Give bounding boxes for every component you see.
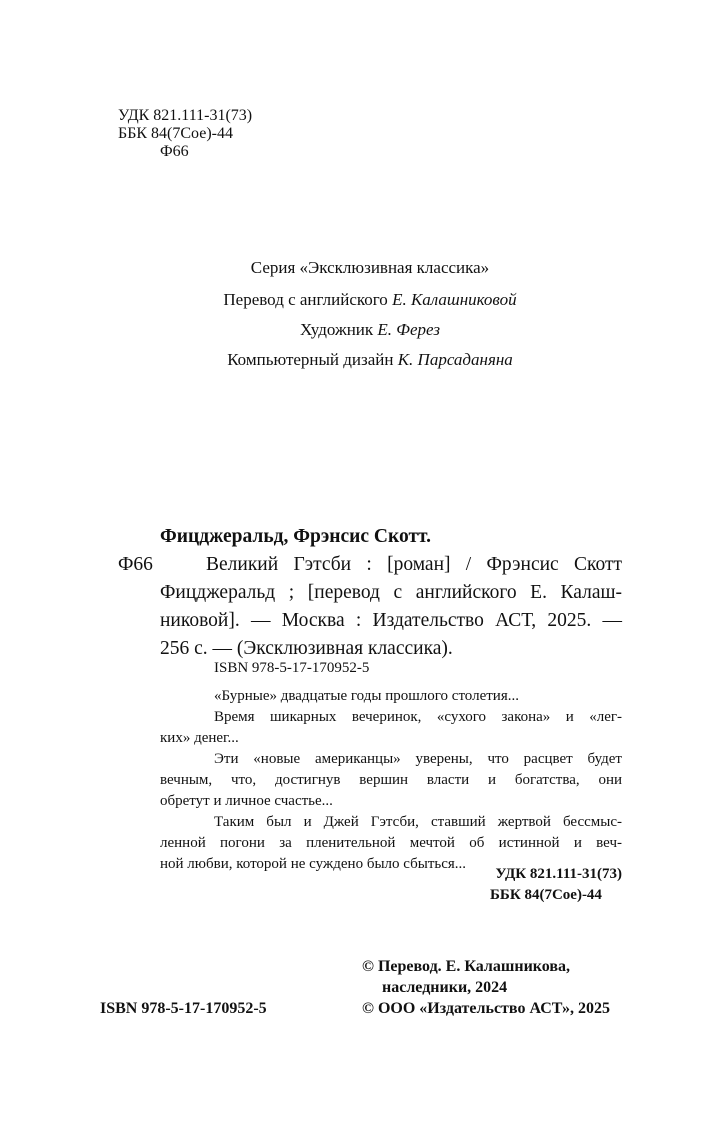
designer-name: К. Парсаданяна [397,350,513,369]
copyright-translation: © Перевод. Е. Калашникова, [362,958,571,975]
series-line: Серия «Эксклюзивная классика» [250,258,490,277]
author-mark: Ф66 [160,143,189,160]
catalog-isbn: ISBN 978-5-17-170952-5 [214,660,370,676]
udk-code: УДК 821.111-31(73) [118,107,253,124]
copyright-publisher: © ООО «Издательство АСТ», 2025 [362,1000,611,1017]
annotation-line: Эти «новые американцы» уверены, что расцвет будет [214,751,622,767]
artist-line [0,320,709,340]
annotation-line: обретут и личное счастье... [160,793,333,809]
artist-label: Художник [300,320,378,339]
artist-name: Е. Ферез [377,320,440,339]
catalog-line: никовой]. — Москва : Издательство АСТ, 2025. — [160,610,622,631]
catalog-author-mark: Ф66 [118,554,153,575]
isbn-bold: ISBN 978-5-17-170952-5 [100,1000,267,1017]
annotation-line: Время шикарных вечеринок, «сухого закона» и «лег- [214,709,622,725]
udk-code-bold: УДК 821.111-31(73) [495,866,622,882]
translator-name: Е. Калашниковой [392,290,517,309]
copyright-heirs: наследники, 2024 [382,979,508,996]
bbk-code: ББК 84(7Сое)-44 [118,125,233,142]
catalog-line: Великий Гэтсби : [роман] / Фрэнсис Скотт [206,554,622,575]
annotation-line: Таким был и Джей Гэтсби, ставший жертвой бессмыс- [214,814,622,830]
catalog-line: 256 с. — (Эксклюзивная классика). [160,638,453,659]
annotation-line: ленной погони за пленительной мечтой об истинной и веч- [160,835,622,851]
author-heading: Фицджеральд, Фрэнсис Скотт. [160,526,432,547]
annotation-line: вечным, что, достигнув вершин власти и богатства, они [160,772,622,788]
design-label: Компьютерный дизайн [227,350,398,369]
translation-label: Перевод с английского [223,290,393,309]
translation-line [0,290,709,310]
annotation-line: «Бурные» двадцатые годы прошлого столетия... [214,688,519,704]
design-line [0,350,709,370]
annotation-line: ной любви, которой не суждено было сбыться... [160,856,467,872]
bbk-code-bold: ББК 84(7Сое)-44 [490,887,602,903]
catalog-line: Фицджеральд ; [перевод с английского Е. Калаш- [160,582,622,603]
annotation-line: ких» денег... [160,730,239,746]
